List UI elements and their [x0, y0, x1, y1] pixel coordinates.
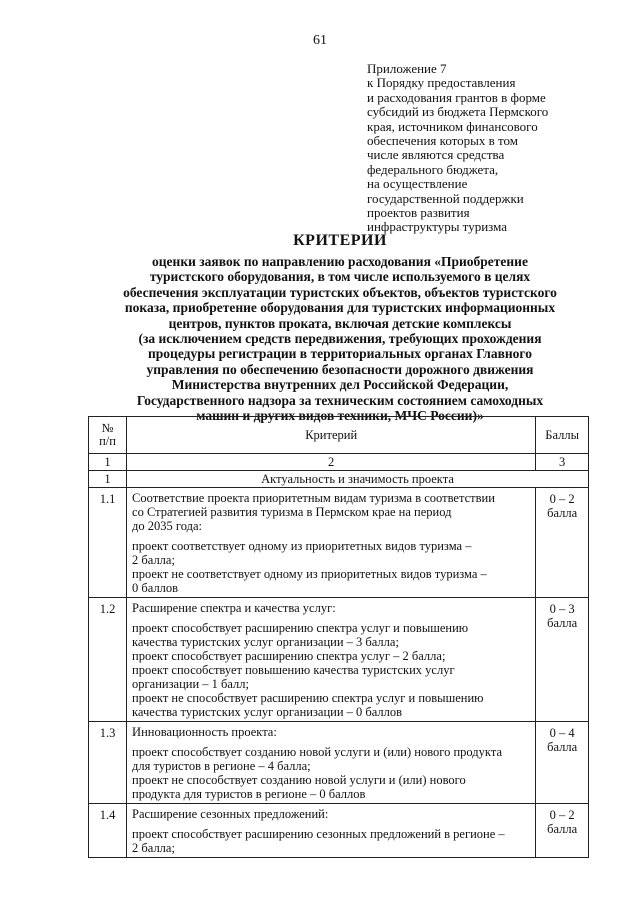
criterion-option-line: качества туристских услуг организации – 0 баллов — [132, 705, 403, 719]
row-criterion — [127, 488, 536, 598]
appendix-line: на осуществление — [367, 176, 468, 192]
page-number: 61 — [313, 33, 327, 48]
criterion-title — [132, 491, 530, 533]
column-number: 3 — [536, 454, 589, 471]
subtitle-line: показа, приобретение оборудования для туристских информационных — [124, 300, 556, 316]
document-title: КРИТЕРИИ — [293, 232, 387, 249]
section-title: Актуальность и значимость проекта — [127, 471, 589, 488]
subtitle-line: обеспечения эксплуатации туристских объектов, объектов туристского — [123, 284, 557, 300]
appendix-line: проектов развития — [367, 205, 470, 221]
subtitle-line: оценки заявок по направлению расходования «Приобретение — [152, 254, 528, 269]
criterion-option-line: продукта для туристов в регионе – 0 баллов — [132, 787, 366, 801]
score-unit: балла — [547, 616, 578, 630]
criterion-option-line: проект способствует созданию новой услуги и (или) нового продукта — [132, 745, 502, 759]
score-range: 0 – 3 — [549, 602, 575, 616]
criterion-option-line: проект способствует расширению сезонных предложений в регионе – — [132, 827, 505, 841]
criterion-options — [132, 621, 530, 719]
column-numbers-row — [89, 454, 589, 471]
row-number: 1.1 — [89, 488, 127, 598]
appendix-line: инфраструктуры туризма — [367, 219, 508, 235]
table-header-row — [89, 417, 589, 454]
criterion-title-line: Расширение сезонных предложений: — [132, 807, 329, 821]
criterion-options — [132, 539, 530, 595]
subtitle-line: процедуры регистрации в территориальных органах Главного — [148, 346, 532, 362]
criterion-option-line: проект не способствует расширению спектра услуг и повышению — [132, 691, 484, 705]
appendix-line: государственной поддержки — [367, 190, 524, 206]
criterion-title — [132, 725, 530, 739]
criterion-option-line: организации – 1 балл; — [132, 677, 249, 691]
criterion-option-line: проект способствует повышению качества туристских услуг — [132, 663, 455, 677]
row-score — [536, 722, 589, 804]
table-row — [89, 804, 589, 858]
section-row — [89, 471, 589, 488]
subtitle-line: (за исключением средств передвижения, требующих прохождения — [138, 331, 542, 347]
appendix-line: Приложение 7 — [367, 61, 447, 76]
criterion-option-line: для туристов в регионе – 4 балла; — [132, 759, 311, 773]
criterion-title-line: Инновационность проекта: — [132, 725, 277, 739]
criterion-option-line: проект не соответствует одному из приоритетных видов туризма – — [132, 567, 487, 581]
row-criterion — [127, 598, 536, 722]
criterion-option-line: 2 балла; — [132, 841, 175, 855]
subtitle-line: Государственного надзора за техническим состоянием самоходных — [136, 392, 544, 408]
document-subtitle — [80, 254, 600, 423]
criterion-option-line: 0 баллов — [132, 581, 179, 595]
section-number: 1 — [89, 471, 127, 488]
criterion-title — [132, 601, 530, 615]
subtitle-line: туристского оборудования, в том числе используемого в целях — [149, 269, 531, 285]
table-row — [89, 722, 589, 804]
row-criterion — [127, 722, 536, 804]
appendix-line: и расходования грантов в форме — [367, 89, 546, 105]
header-criterion: Критерий — [127, 417, 536, 454]
table-row — [89, 488, 589, 598]
row-criterion — [127, 804, 536, 858]
score-unit: балла — [547, 822, 578, 836]
criterion-title — [132, 807, 530, 821]
row-score — [536, 804, 589, 858]
criterion-option-line: проект способствует расширению спектра услуг и повышению — [132, 621, 469, 635]
criterion-title-line: со Стратегией развития туризма в Пермском крае на период — [132, 505, 452, 519]
row-score — [536, 598, 589, 722]
criterion-option-line: качества туристских услуг организации – 3 балла; — [132, 635, 399, 649]
appendix-line: обеспечения которых в том — [367, 133, 519, 149]
criterion-title-line: Соответствие проекта приоритетным видам туризма в соответствии — [132, 491, 495, 505]
score-range: 0 – 4 — [549, 726, 575, 740]
appendix-line: субсидий из бюджета Пермского — [367, 104, 549, 120]
row-number: 1.2 — [89, 598, 127, 722]
header-number-label: п/п — [99, 434, 116, 448]
table-row — [89, 598, 589, 722]
score-range: 0 – 2 — [549, 808, 575, 822]
appendix-note — [367, 62, 627, 235]
criterion-title-line: Расширение спектра и качества услуг: — [132, 601, 336, 615]
subtitle-line: управления по обеспечению безопасности дорожного движения — [146, 361, 534, 377]
criteria-table — [88, 416, 589, 858]
criterion-option-line: проект не способствует созданию новой услуги и (или) нового — [132, 773, 466, 787]
header-number — [89, 417, 127, 454]
score-range: 0 – 2 — [549, 492, 575, 506]
header-number-symbol: № — [101, 421, 114, 435]
row-number: 1.3 — [89, 722, 127, 804]
subtitle-line: машин и других видов техники, МЧС России)» — [196, 408, 484, 424]
subtitle-line: Министерства внутренних дел Российской Федерации, — [171, 377, 509, 393]
row-score — [536, 488, 589, 598]
criterion-option-line: проект соответствует одному из приоритетных видов туризма – — [132, 539, 472, 553]
appendix-line: числе являются средства — [367, 147, 505, 163]
criterion-title-line: до 2035 года: — [132, 519, 202, 533]
appendix-line: федерального бюджета, — [367, 161, 499, 177]
score-unit: балла — [547, 506, 578, 520]
criterion-options — [132, 827, 530, 855]
appendix-line: к Порядку предоставления — [367, 75, 516, 91]
score-unit: балла — [547, 740, 578, 754]
appendix-line: края, источником финансового — [367, 118, 538, 134]
criterion-option-line: 2 балла; — [132, 553, 175, 567]
column-number: 2 — [127, 454, 536, 471]
criterion-options — [132, 745, 530, 801]
subtitle-line: центров, пунктов проката, включая детские комплексы — [168, 315, 512, 331]
header-score: Баллы — [536, 417, 589, 454]
column-number: 1 — [89, 454, 127, 471]
criterion-option-line: проект способствует расширению спектра услуг – 2 балла; — [132, 649, 446, 663]
row-number: 1.4 — [89, 804, 127, 858]
